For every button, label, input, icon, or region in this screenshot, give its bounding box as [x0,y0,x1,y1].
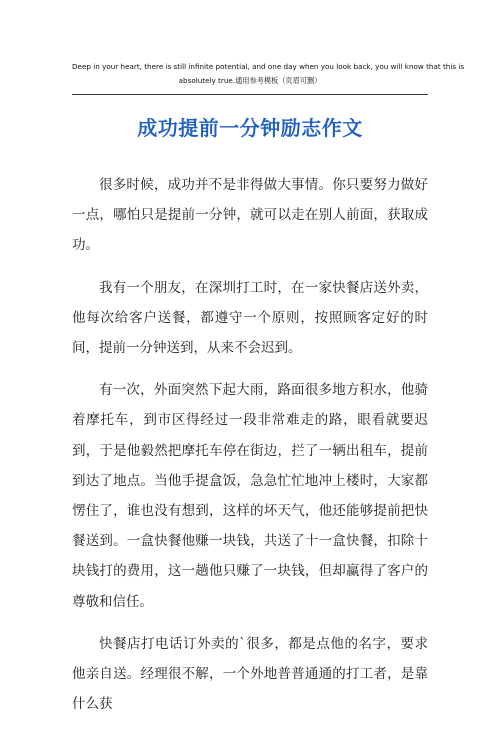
paragraph: 我有一个朋友，在深圳打工时，在一家快餐店送外卖，他每次给客户送餐，都遵守一个原则，按照顾客定好的时间，提前一分钟送到，从来不会迟到。 [72,279,428,357]
paragraph: 有一次，外面突然下起大雨，路面很多地方积水，他骑着摩托车，到市区得经过一段非常难走的路，眼看就要迟到，于是他毅然把摩托车停在街边，拦了一辆出租车，提前到达了地点。当他手提盒饭，急急忙忙地冲上楼时，大家都愣住了，谁也没有想到，这样的坏天气，他还能够提前把快餐送到。一盒快餐他赚一块钱，共送了十一盒快餐，扣除十块钱打的费用，这一趟他只赚了一块钱，但却赢得了客户的尊敬和信任。 [72,382,428,610]
paragraph: 很多时候，成功并不是非得做大事情。你只要努力做好一点，哪怕只是提前一分钟，就可以走在别人前面，获取成功。 [72,177,428,254]
header-line-1: Deep in your heart, there is still infinite potential, and one day when you look back, you will know that this is [72,62,465,71]
document-body [72,170,428,731]
paragraph: 快餐店打电话订外卖的`很多，都是点他的名字，要求他亲自送。经理很不解，一个外地普普通通的打工者，是靠什么获 [72,635,428,713]
header-divider [72,94,428,95]
header-line-2: absolutely true.通用参考模板（页眉可删） [178,76,322,85]
document-title: 成功提前一分钟励志作文 [137,116,363,140]
page-header [72,60,465,88]
